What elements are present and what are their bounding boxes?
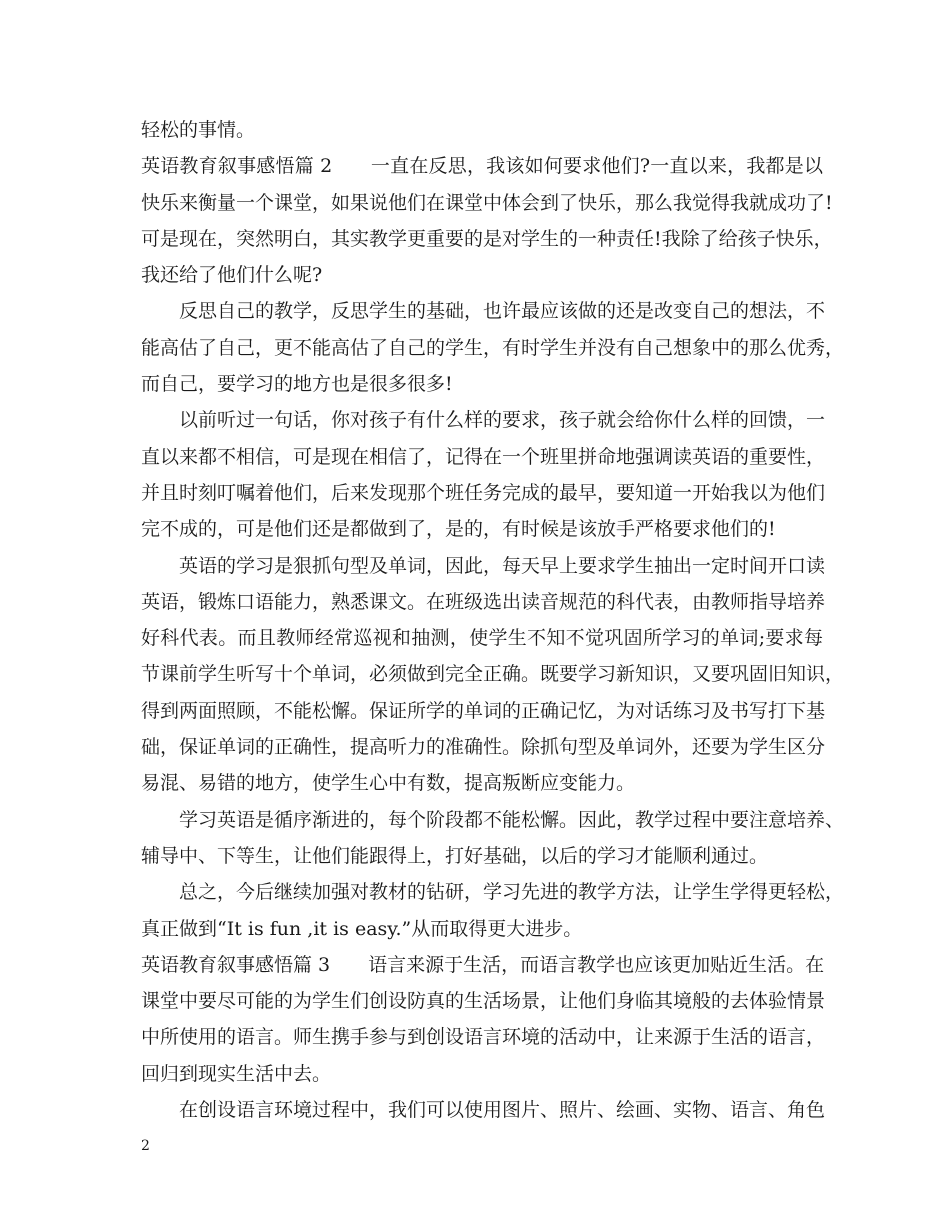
text-line: 得到两面照顾，不能松懈。保证所学的单词的正确记忆，为对话练习及书写打下基	[141, 699, 826, 722]
page-number: 2	[141, 1138, 150, 1154]
text-line: 总之，今后继续加强对教材的钻研，学习先进的教学方法，让学生学得更轻松，	[179, 881, 845, 904]
text-line: 回归到现实生活中去。	[141, 1062, 332, 1085]
text-line: 直以来都不相信，可是现在相信了，记得在一个班里拼命地强调读英语的重要性，	[141, 445, 826, 468]
text-line: 学习英语是循序渐进的，每个阶段都不能松懈。因此，教学过程中要注意培养、	[179, 808, 845, 831]
text-line: 而自己，要学习的地方也是很多很多!	[141, 373, 453, 396]
text-line: 快乐来衡量一个课堂，如果说他们在课堂中体会到了快乐，那么我觉得我就成功了!	[141, 191, 833, 214]
text-line: 反思自己的教学，反思学生的基础，也许最应该做的还是改变自己的想法，不	[179, 300, 826, 323]
text-line: 辅导中、下等生，让他们能跟得上，打好基础，以后的学习才能顺利通过。	[141, 844, 769, 867]
text-line: 课堂中要尽可能的为学生们创设防真的生活场景，让他们身临其境般的去体验情景	[141, 990, 826, 1013]
text-line: 础，保证单词的正确性，提高听力的准确性。除抓句型及单词外，还要为学生区分	[141, 736, 826, 759]
text-line: 并且时刻叮嘱着他们，后来发现那个班任务完成的最早，要知道一开始我以为他们	[141, 481, 826, 504]
text-line: 能高估了自己，更不能高估了自己的学生，有时学生并没有自己想象中的那么优秀，	[141, 336, 845, 359]
text-line: 我还给了他们什么呢?	[141, 264, 323, 287]
text-line: 以前听过一句话，你对孩子有什么样的要求，孩子就会给你什么样的回馈，一	[179, 409, 826, 432]
text-line: 在创设语言环境过程中，我们可以使用图片、照片、绘画、实物、语言、角色	[179, 1099, 826, 1122]
text-line: 中所使用的语言。师生携手参与到创设语言环境的活动中，让来源于生活的语言，	[141, 1026, 826, 1049]
text-line: 完不成的，可是他们还是都做到了，是的，有时候是该放手严格要求他们的!	[141, 518, 776, 541]
text-line: 英语教育叙事感悟篇 3 语言来源于生活，而语言教学也应该更加贴近生活。在	[141, 953, 825, 976]
text-line: 好科代表。而且教师经常巡视和抽测，使学生不知不觉巩固所学习的单词;要求每	[141, 627, 823, 650]
body-text	[141, 112, 845, 1128]
text-line: 可是现在，突然明白，其实教学更重要的是对学生的一种责任!我除了给孩子快乐，	[141, 227, 833, 250]
text-line: 英语的学习是狠抓句型及单词，因此，每天早上要求学生抽出一定时间开口读	[179, 554, 826, 577]
text-line: 易混、易错的地方，使学生心中有数，提高叛断应变能力。	[141, 772, 636, 795]
text-line: 轻松的事情。	[141, 119, 256, 141]
text-line: 真正做到“It is fun ,it is easy.”从而取得更大进步。	[141, 917, 583, 940]
text-line: 英语，锻炼口语能力，熟悉课文。在班级选出读音规范的科代表，由教师指导培养	[141, 590, 826, 613]
text-line: 节课前学生听写十个单词，必须做到完全正确。既要学习新知识，又要巩固旧知识，	[141, 663, 845, 686]
text-line: 英语教育叙事感悟篇 2 一直在反思，我该如何要求他们?一直以来，我都是以	[141, 155, 823, 178]
